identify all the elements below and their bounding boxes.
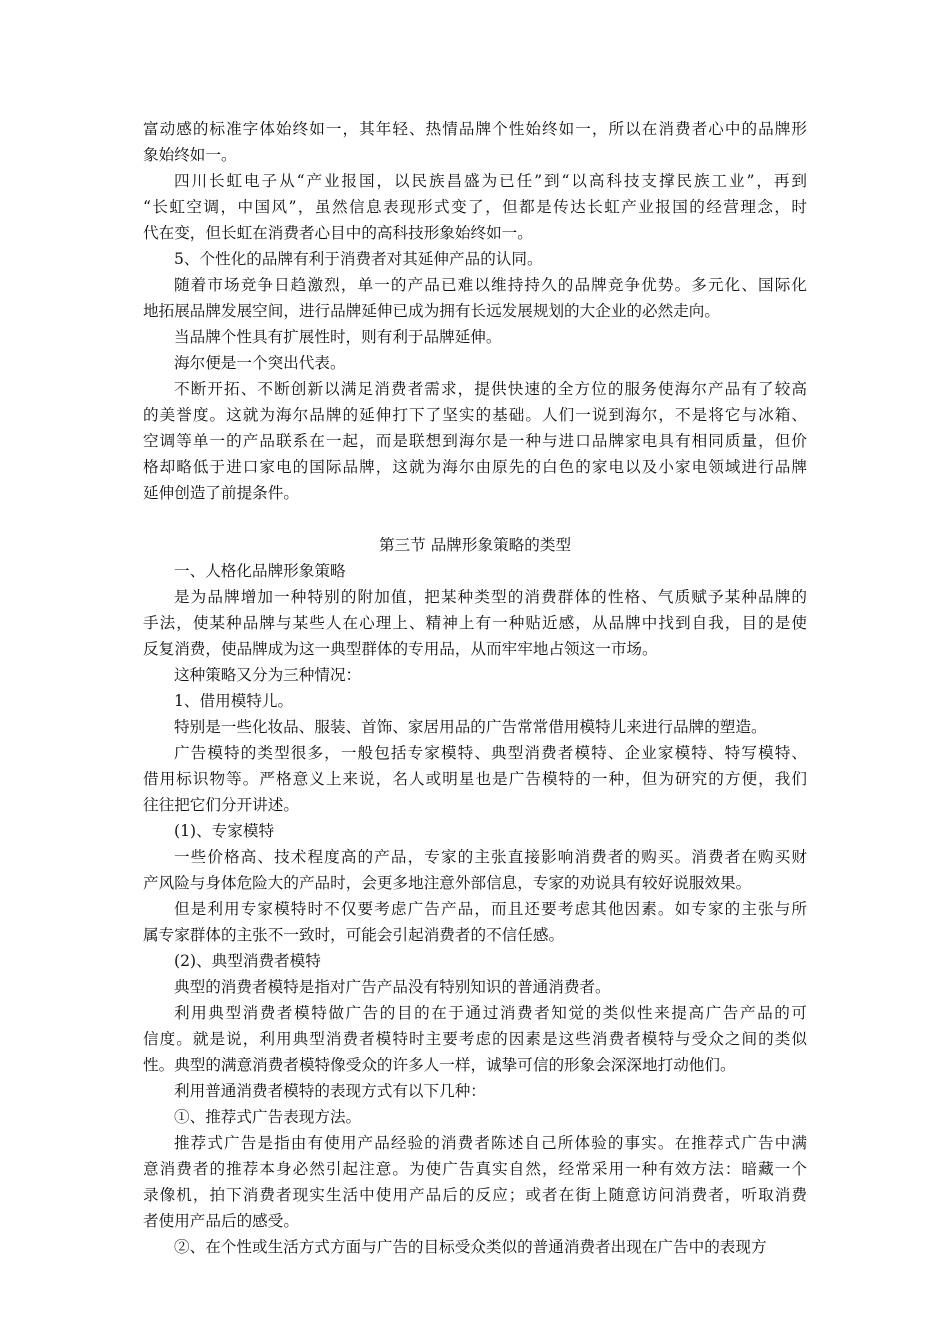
text-line: 延伸创造了前提条件。 — [143, 484, 299, 502]
text-line: 格却略低于进口家电的国际品牌，这就为海尔由原先的白色的家电以及小家电领域进行品牌 — [143, 458, 807, 476]
text-line: ②、在个性或生活方式方面与广告的目标受众类似的普通消费者出现在广告中的表现方 — [174, 1238, 767, 1256]
paragraph — [143, 1234, 807, 1260]
text-line: 当品牌个性具有扩展性时，则有利于品牌延伸。 — [174, 328, 502, 346]
paragraph — [143, 740, 807, 818]
paragraph — [143, 168, 807, 246]
paragraph — [143, 558, 807, 584]
paragraph — [143, 1000, 807, 1078]
body-text-after-heading — [143, 558, 807, 1260]
text-line: 信度。就是说，利用典型消费者模特时主要考虑的因素是这些消费者模特与受众之间的类似 — [143, 1030, 807, 1048]
text-line: 5、个性化的品牌有利于消费者对其延伸产品的认同。 — [174, 250, 543, 268]
paragraph — [143, 818, 807, 844]
paragraph — [143, 246, 807, 272]
paragraph — [143, 324, 807, 350]
blank-line — [143, 506, 807, 532]
text-line: 者使用产品后的感受。 — [143, 1212, 299, 1230]
text-line: 一些价格高、技术程度高的产品，专家的主张直接影响消费者的购买。消费者在购买财 — [174, 848, 807, 866]
text-line: 录像机，拍下消费者现实生活中使用产品后的反应；或者在街上随意访问消费者，听取消费 — [143, 1186, 807, 1204]
paragraph — [143, 896, 807, 948]
text-line: 性。典型的满意消费者模特像受众的许多人一样，诚挚可信的形象会深深地打动他们。 — [143, 1056, 736, 1074]
text-line: 广告模特的类型很多，一般包括专家模特、典型消费者模特、企业家模特、特写模特、 — [174, 744, 807, 762]
text-line: 反复消费，使品牌成为这一典型群体的专用品，从而牢牢地占领这一市场。 — [143, 640, 658, 658]
text-line: 但是利用专家模特时不仅要考虑广告产品，而且还要考虑其他因素。如专家的主张与所 — [174, 900, 807, 918]
text-line: 四川长虹电子从“产业报国，以民族昌盛为已任”到“以高科技支撑民族工业”，再到 — [174, 172, 807, 190]
text-line: 手法，使某种品牌与某些人在心理上、精神上有一种贴近感，从品牌中找到自我，目的是使 — [143, 614, 807, 632]
text-line: 的美誉度。这就为海尔品牌的延伸打下了坚实的基础。人们一说到海尔，不是将它与冰箱、 — [143, 406, 807, 424]
text-line: 往往把它们分开讲述。 — [143, 796, 299, 814]
paragraph — [143, 116, 807, 168]
paragraph — [143, 1078, 807, 1104]
text-line: 特别是一些化妆品、服装、首饰、家居用品的广告常常借用模特儿来进行品牌的塑造。 — [174, 718, 767, 736]
paragraph — [143, 688, 807, 714]
text-line: 借用标识物等。严格意义上来说，名人或明星也是广告模特的一种，但为研究的方便，我们 — [143, 770, 807, 788]
text-line: 属专家群体的主张不一致时，可能会引起消费者的不信任感。 — [143, 926, 565, 944]
text-line: 利用典型消费者模特做广告的目的在于通过消费者知觉的类似性来提高广告产品的可 — [174, 1004, 807, 1022]
paragraph — [143, 584, 807, 662]
text-line: ①、推荐式广告表现方法。 — [174, 1108, 362, 1126]
text-line: 不断开拓、不断创新以满足消费者需求，提供快速的全方位的服务使海尔产品有了较高 — [174, 380, 807, 398]
text-line: 推荐式广告是指由有使用产品经验的消费者陈述自己所体验的事实。在推荐式广告中满 — [174, 1134, 807, 1152]
text-line: 象始终如一。 — [143, 146, 237, 164]
text-line: 一、人格化品牌形象策略 — [174, 562, 346, 580]
text-line: 空调等单一的产品联系在一起，而是联想到海尔是一种与进口品牌家电具有相同质量，但价 — [143, 432, 807, 450]
paragraph — [143, 1130, 807, 1234]
section-heading: 第三节 品牌形象策略的类型 — [378, 536, 572, 554]
text-line: 利用普通消费者模特的表现方式有以下几种： — [174, 1082, 486, 1100]
text-line: 海尔便是一个突出代表。 — [174, 354, 346, 372]
text-line: 地拓展品牌发展空间，进行品牌延伸已成为拥有长远发展规划的大企业的必然走向。 — [143, 302, 720, 320]
text-line: 是为品牌增加一种特别的附加值，把某种类型的消费群体的性格、气质赋予某种品牌的 — [174, 588, 807, 606]
paragraph — [143, 974, 807, 1000]
paragraph — [143, 376, 807, 506]
text-line: 产风险与身体危险大的产品时，会更多地注意外部信息，专家的劝说具有较好说服效果。 — [143, 874, 752, 892]
text-line: 意消费者的推荐本身必然引起注意。为使广告真实自然，经常采用一种有效方法：暗藏一个 — [143, 1160, 807, 1178]
text-line: 富动感的标准字体始终如一，其年轻、热情品牌个性始终如一，所以在消费者心中的品牌形 — [143, 120, 807, 138]
text-line: 随着市场竞争日趋激烈，单一的产品已难以维持持久的品牌竞争优势。多元化、国际化 — [174, 276, 807, 294]
text-line: “长虹空调，中国风”，虽然信息表现形式变了，但都是传达长虹产业报国的经营理念，时 — [143, 198, 807, 216]
document-page — [143, 116, 807, 1260]
paragraph — [143, 662, 807, 688]
body-text-before-heading — [143, 116, 807, 506]
text-line: 代在变，但长虹在消费者心目中的高科技形象始终如一。 — [143, 224, 533, 242]
text-line: 1、借用模特儿。 — [174, 692, 294, 710]
text-line: 典型的消费者模特是指对广告产品没有特别知识的普通消费者。 — [174, 978, 611, 996]
paragraph — [143, 1104, 807, 1130]
paragraph — [143, 714, 807, 740]
text-line: (2)、典型消费者模特 — [174, 952, 321, 970]
text-line: 这种策略又分为三种情况： — [174, 666, 362, 684]
paragraph — [143, 350, 807, 376]
paragraph — [143, 272, 807, 324]
paragraph — [143, 948, 807, 974]
text-line: (1)、专家模特 — [174, 822, 275, 840]
paragraph — [143, 844, 807, 896]
